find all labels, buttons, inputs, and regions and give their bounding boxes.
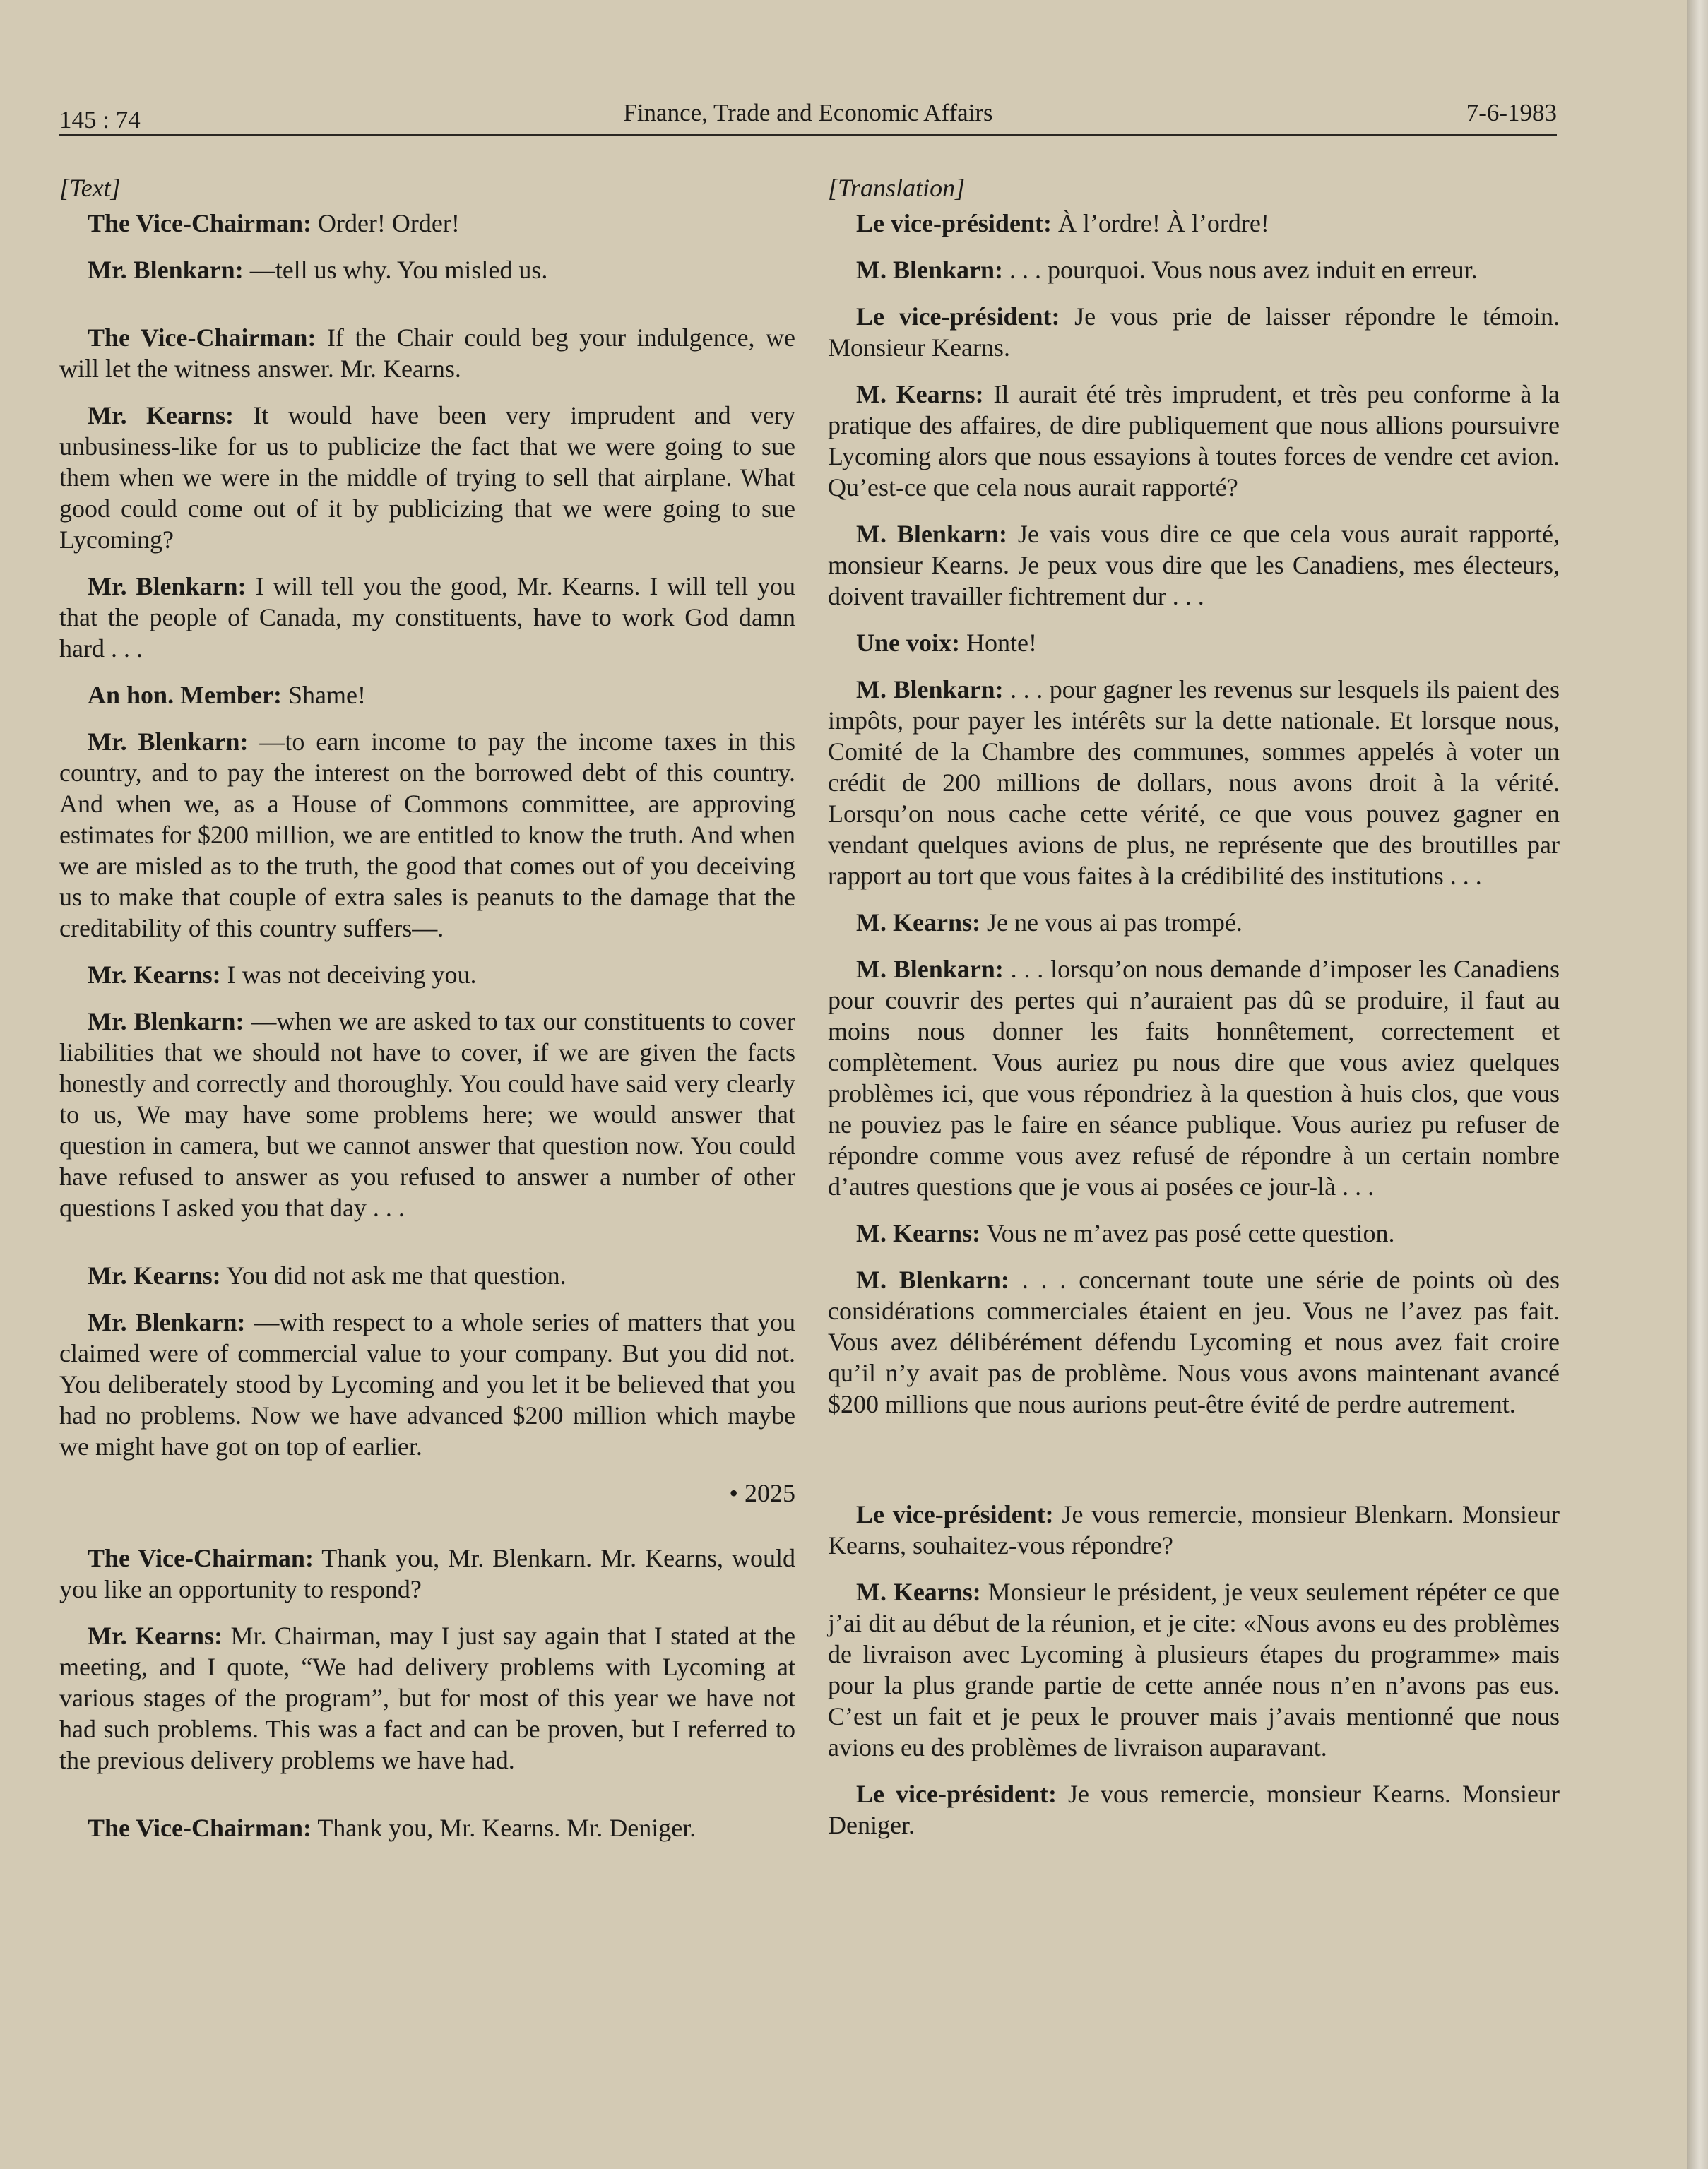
paragraph [59,959,795,990]
header-date: 7-6-1983 [1466,99,1557,126]
speech: . . . concernant toute une série de points où des considérations commerciales étaient en jeu. Vous ne l’avez pas fait. Vous avez délibérément défendu Lycoming et nous avez fait croire qu’il n’y avait pas de problème. Nous vous avons maintenant avancé $200 millions que nous aurions peut-être évité de perdre autrement. [828,1266,1560,1418]
text-label: [Text] [59,174,121,202]
speech: Order! Order! [311,209,460,237]
speaker: M. Blenkarn: [856,675,1004,703]
paragraph [828,1264,1560,1420]
speech: It would have been very imprudent and very unbusiness-like for us to publicize the fact that we were going to sue them when we were in the middle of trying to sell that airplane. What good could come out of it by publicizing that we were going to sue Lycoming? [59,401,795,554]
speech: Vous ne m’avez pas posé cette question. [980,1219,1395,1247]
speaker: M. Blenkarn: [856,520,1007,548]
header-rule [59,134,1557,136]
paragraph [828,674,1560,891]
speech: Je vais vous dire ce que cela vous aurait rapporté, monsieur Kearns. Je peux vous dire que les Canadiens, mes électeurs, doivent travailler fichtrement dur . . . [828,520,1560,610]
speaker: Mr. Blenkarn: [88,572,247,600]
translation-label: [Translation] [828,174,966,202]
speech: Monsieur le président, je veux seulement répéter ce que j’ai dit au début de la réunion, et je cite: «Nous avons eu des problèmes de livraison avec Lycoming à plusieurs étapes du programme» mais pour la plus grande partie de cette année nous n’en n’avons pas eus. C’est un fait et je peux le prouver mais j’avais mentionné que nous avions eu des problèmes de livraison auparavant. [828,1578,1560,1761]
paragraph [59,1006,795,1223]
speaker: Le vice-président: [856,302,1060,331]
speaker: M. Kearns: [856,908,980,937]
page-number: 145 : 74 [59,106,141,133]
speech: Shame! [281,681,366,709]
publication-title: Finance, Trade and Economic Affairs [623,99,993,126]
paragraph [828,627,1560,658]
speaker: Mr. Kearns: [88,961,221,989]
speech: . . . lorsqu’on nous demande d’imposer les Canadiens pour couvrir des pertes qui n’auraient pas dû se produire, il faut au moins nous donner les faits honnêtement, correctement et complètement. Vous auriez pu nous dire que vous aviez quelques problèmes ici, que vous répondriez à la question à huis clos, que vous ne pouviez pas le faire en séance publique. Vous auriez pu refuser de répondre comme vous avez refusé de répondre à un certain nombre d’autres questions que je vous ai posées ce jour-là . . . [828,955,1560,1201]
paragraph [59,322,795,384]
speech: —when we are asked to tax our constituents to cover liabilities that we should not have to cover, if we are given the facts honestly and correctly and thoroughly. You could have said very clearly to us, We may have some problems here; we would answer that question in camera, but we cannot answer that question now. You could have refused to answer as you refused to answer a number of other questions I asked you that day . . . [59,1007,795,1222]
paragraph [59,679,795,711]
speech: Thank you, Mr. Blenkarn. Mr. Kearns, would you like an opportunity to respond? [59,1544,796,1603]
speaker: Mr. Blenkarn: [88,727,249,756]
speech: If the Chair could beg your indulgence, we will let the witness answer. Mr. Kearns. [59,323,795,383]
speech: Je ne vous ai pas trompé. [980,908,1243,937]
paragraph [59,571,795,664]
paragraph [828,379,1560,503]
paragraph [828,1576,1560,1763]
speech: You did not ask me that question. [220,1261,567,1290]
speaker: M. Kearns: [856,1219,980,1247]
speaker: M. Blenkarn: [856,256,1004,284]
speech: Il aurait été très imprudent, et très peu conforme à la pratique des affaires, de dire publiquement que nous allions poursuivre Lycoming alors que nous essayions à toutes forces de vendre cet avion. Qu’est-ce que cela nous aurait rapporté? [828,380,1560,501]
paragraph [828,953,1560,1202]
speech: Je vous prie de laisser répondre le témoin. Monsieur Kearns. [828,302,1560,362]
paragraph [59,1307,795,1462]
speech: Je vous remercie, monsieur Kearns. Monsieur Deniger. [828,1780,1560,1839]
speaker: Le vice-président: [856,1500,1054,1528]
running-header [59,99,1557,136]
speaker: Mr. Blenkarn: [88,256,244,284]
paragraph [59,1260,795,1291]
speaker: The Vice-Chairman: [88,323,316,352]
speech: À l’ordre! À l’ordre! [1051,209,1269,237]
paragraph [59,1620,795,1776]
speaker: Mr. Kearns: [88,401,235,429]
speech: Thank you, Mr. Kearns. Mr. Deniger. [311,1814,696,1842]
paragraph [828,1218,1560,1249]
paragraph [59,1812,795,1843]
time-marker: • 2025 [729,1479,795,1507]
speech: Je vous remercie, monsieur Blenkarn. Monsieur Kearns, souhaitez-vous répondre? [828,1500,1560,1559]
speaker: The Vice-Chairman: [88,209,312,237]
speech: I was not deceiving you. [220,961,477,989]
speech: . . . pour gagner les revenus sur lesquels ils paient des impôts, pour payer les intérêts sur la dette nationale. Et lorsque nous, Comité de la Chambre des communes, sommes appelés à voter un crédit de 200 millions de dollars, nous avons droit à la vérité. Lorsqu’on nous cache cette vérité, ce que vous pouvez gagner en vendant quelques avions de plus, ne représente que des broutilles par rapport au tort que vous faites à la crédibilité des institutions . . . [828,675,1560,890]
paragraph [828,1778,1560,1841]
speaker: M. Blenkarn: [856,955,1004,983]
paragraph [59,726,795,944]
speech: Mr. Chairman, may I just say again that I stated at the meeting, and I quote, “We had delivery problems with Lycoming at various stages of the program”, but for most of this year we have not had such problems. This was a fact and can be proven, but I referred to the previous delivery problems we have had. [59,1622,795,1774]
paragraph [828,208,1560,239]
paragraph [59,254,795,285]
paragraph [59,400,795,555]
speaker: Le vice-président: [856,1780,1057,1808]
french-column [828,172,1560,1856]
speaker: Mr. Kearns: [88,1261,221,1290]
paragraph [828,907,1560,938]
speech: I will tell you the good, Mr. Kearns. I will tell you that the people of Canada, my constituents, have to work God damn hard . . . [59,572,795,662]
paragraph [828,301,1560,363]
paragraph [828,1499,1560,1561]
speaker: Mr. Kearns: [88,1622,223,1650]
paragraph [59,1543,795,1605]
speech: . . . pourquoi. Vous nous avez induit en erreur. [1003,256,1478,284]
speech: —to earn income to pay the income taxes in this country, and to pay the interest on the borrowed debt of this country. And when we, as a House of Commons committee, are approving estimates for $200 million, we are entitled to know the truth. And when we are misled as to the truth, the good that comes out of you deceiving us to make that couple of extra sales is peanuts to the damage that the creditability of this country suffers—. [59,727,795,942]
speaker: Mr. Blenkarn: [88,1007,244,1035]
binding-edge [1687,0,1708,2169]
paragraph [59,208,795,239]
speaker: Une voix: [856,629,960,657]
paragraph [828,518,1560,612]
speech: Honte! [960,629,1037,657]
paragraph [828,254,1560,285]
speaker: M. Kearns: [856,380,984,408]
english-column [59,172,795,1859]
speaker: An hon. Member: [88,681,282,709]
speech: —tell us why. You misled us. [243,256,548,284]
speaker: Mr. Blenkarn: [88,1308,246,1336]
speaker: Le vice-président: [856,209,1052,237]
speaker: M. Blenkarn: [856,1266,1009,1294]
speaker: The Vice-Chairman: [88,1814,312,1842]
speaker: The Vice-Chairman: [88,1544,314,1572]
speech: —with respect to a whole series of matters that you claimed were of commercial value to your company. But you did not. You deliberately stood by Lycoming and you let it be believed that you had no problems. Now we have advanced $200 million which maybe we might have got on top of earlier. [59,1308,795,1461]
speaker: M. Kearns: [856,1578,981,1606]
